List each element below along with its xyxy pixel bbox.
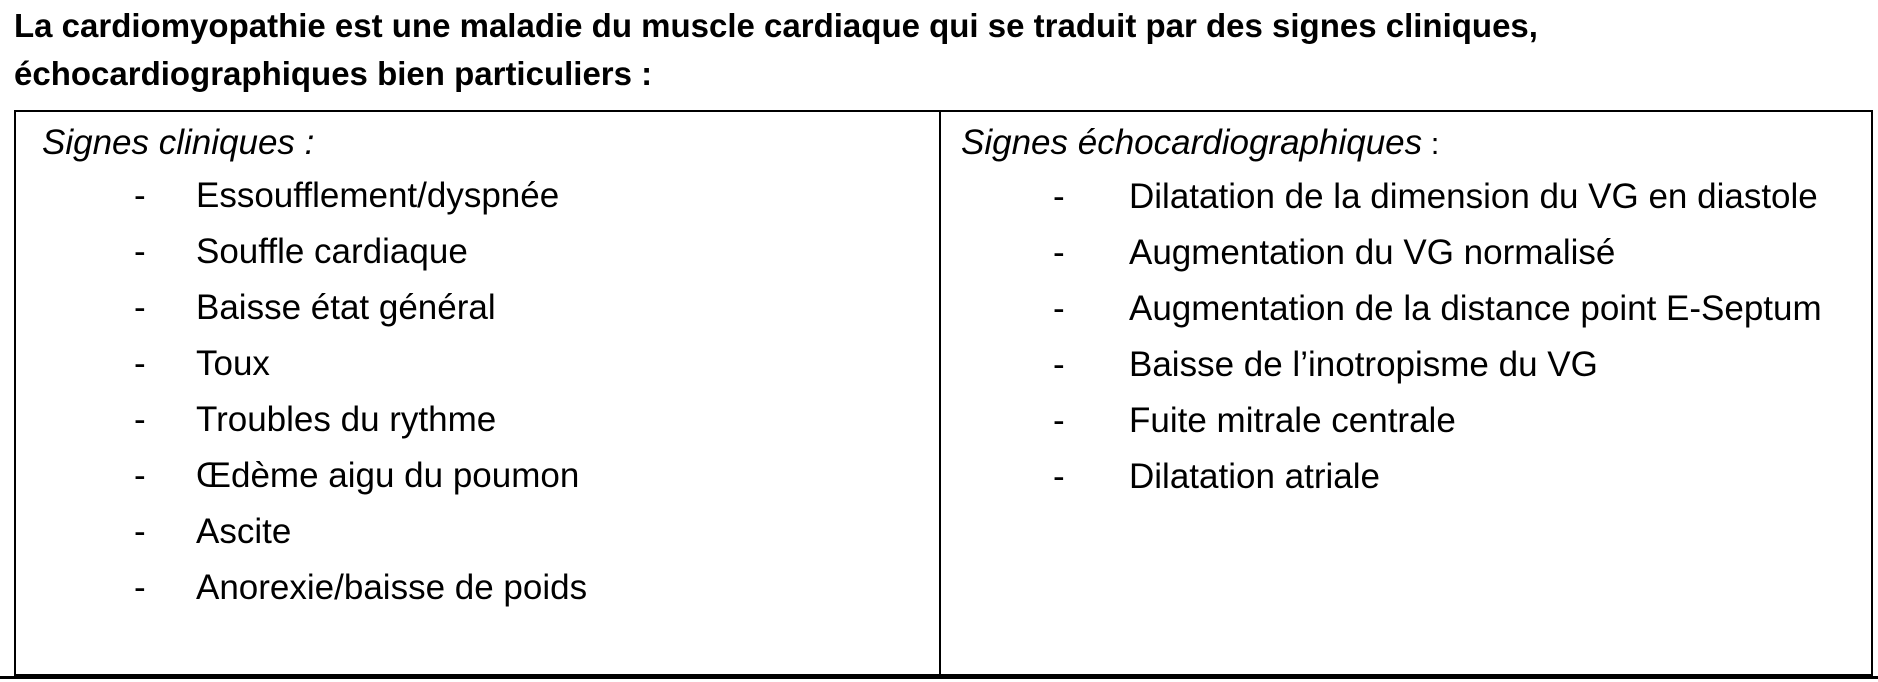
dash-bullet: - [134,288,146,327]
list-item-text: Troubles du rythme [196,400,497,439]
list-item [42,392,922,448]
list-item [961,393,1851,449]
list-item [42,224,922,280]
dash-bullet: - [1053,345,1065,384]
dash-bullet: - [1053,457,1065,496]
list-item-text: Baisse de l’inotropisme du VG [1129,345,1598,384]
dash-bullet: - [1053,289,1065,328]
clinical-signs-column [42,112,922,616]
intro-line-2: échocardiographiques bien particuliers : [14,55,653,92]
dash-bullet: - [134,456,146,495]
list-item [42,504,922,560]
list-item-text: Souffle cardiaque [196,232,468,271]
list-item-text: Baisse état général [196,288,496,327]
bottom-rule [0,676,1878,679]
dash-bullet: - [134,400,146,439]
list-item [42,560,922,616]
signs-table [14,110,1873,676]
list-item [961,281,1851,337]
intro-paragraph [14,2,1874,98]
dash-bullet: - [134,568,146,607]
dash-bullet: - [134,344,146,383]
list-item [961,449,1851,505]
list-item-text: Fuite mitrale centrale [1129,401,1456,440]
echo-signs-heading-text: Signes échocardiographiques [961,123,1423,162]
list-item [961,225,1851,281]
list-item [961,337,1851,393]
dash-bullet: - [134,512,146,551]
list-item-text: Dilatation atriale [1129,457,1380,496]
list-item-text: Essoufflement/dyspnée [196,176,560,215]
list-item [42,448,922,504]
list-item-text: Ascite [196,512,292,551]
list-item [42,280,922,336]
clinical-signs-list [42,168,922,616]
list-item-text: Augmentation de la distance point E-Septum [1129,289,1822,328]
echo-signs-list [961,169,1851,505]
echo-signs-heading [961,118,1851,169]
list-item-text: Anorexie/baisse de poids [196,568,588,607]
dash-bullet: - [134,232,146,271]
dash-bullet: - [1053,177,1065,216]
list-item [42,168,922,224]
column-divider [939,112,941,674]
list-item-text: Œdème aigu du poumon [196,456,580,495]
list-item-text: Augmentation du VG normalisé [1129,233,1616,272]
list-item-text: Toux [196,344,270,383]
echo-signs-heading-colon: : [1422,126,1440,161]
dash-bullet: - [1053,233,1065,272]
clinical-signs-heading: Signes cliniques : [42,123,315,162]
dash-bullet: - [134,176,146,215]
list-item-text: Dilatation de la dimension du VG en diastole [1129,177,1818,216]
echo-signs-column [961,112,1851,505]
list-item [961,169,1851,225]
intro-line-1: La cardiomyopathie est une maladie du muscle cardiaque qui se traduit par des signes cliniques, [14,7,1538,44]
list-item [42,336,922,392]
dash-bullet: - [1053,401,1065,440]
